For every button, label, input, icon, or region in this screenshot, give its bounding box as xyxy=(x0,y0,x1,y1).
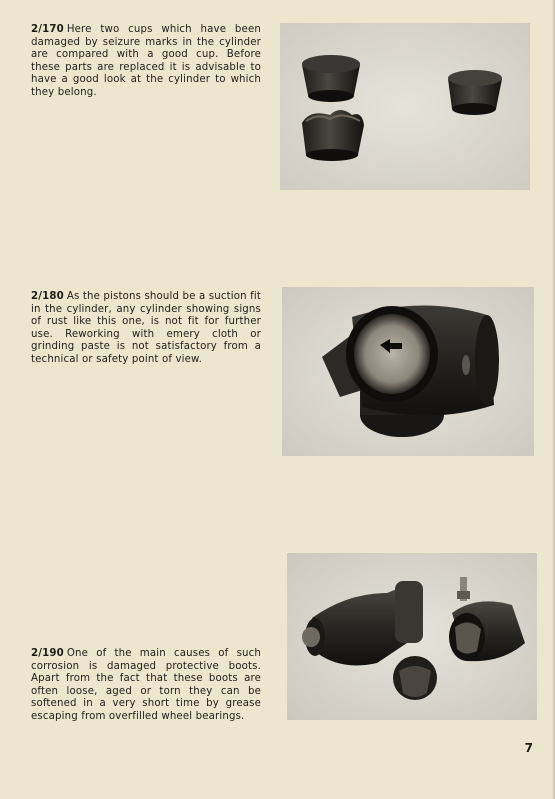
caption-text: As the pistons should be a suction fit in the cylinder, any cylinder showing signs of rust like this one, is not fit for further use. Reworking with emery cloth or grinding paste is not satisfactory from a technical or safety point of view. xyxy=(31,291,261,365)
caption-2-190 xyxy=(31,648,261,724)
caption-number: 2/170 xyxy=(31,24,64,35)
caption-text: Here two cups which have been damaged by seizure marks in the cylinder are compared with a good cup. Before these parts are replaced it is advisable to have a good look at the cylinder to which they belong. xyxy=(31,24,261,98)
caption-number: 2/180 xyxy=(31,291,64,302)
photo-damaged-and-good-cups xyxy=(280,23,530,190)
cylinder-illustration xyxy=(282,287,534,456)
wheel-cylinders-illustration xyxy=(287,553,537,720)
cups-illustration xyxy=(280,23,530,190)
caption-text: One of the main causes of such corrosion is damaged protective boots. Apart from the fact that these boots are often loose, aged or torn they can be softened in a very short time by grease escaping from overfilled wheel bearings. xyxy=(31,648,261,722)
caption-2-180 xyxy=(31,291,261,367)
page-number: 7 xyxy=(524,741,533,755)
photo-rusted-cylinder xyxy=(282,287,534,456)
caption-2-170 xyxy=(31,24,261,100)
photo-corroded-wheel-cylinders xyxy=(287,553,537,720)
caption-number: 2/190 xyxy=(31,648,64,659)
